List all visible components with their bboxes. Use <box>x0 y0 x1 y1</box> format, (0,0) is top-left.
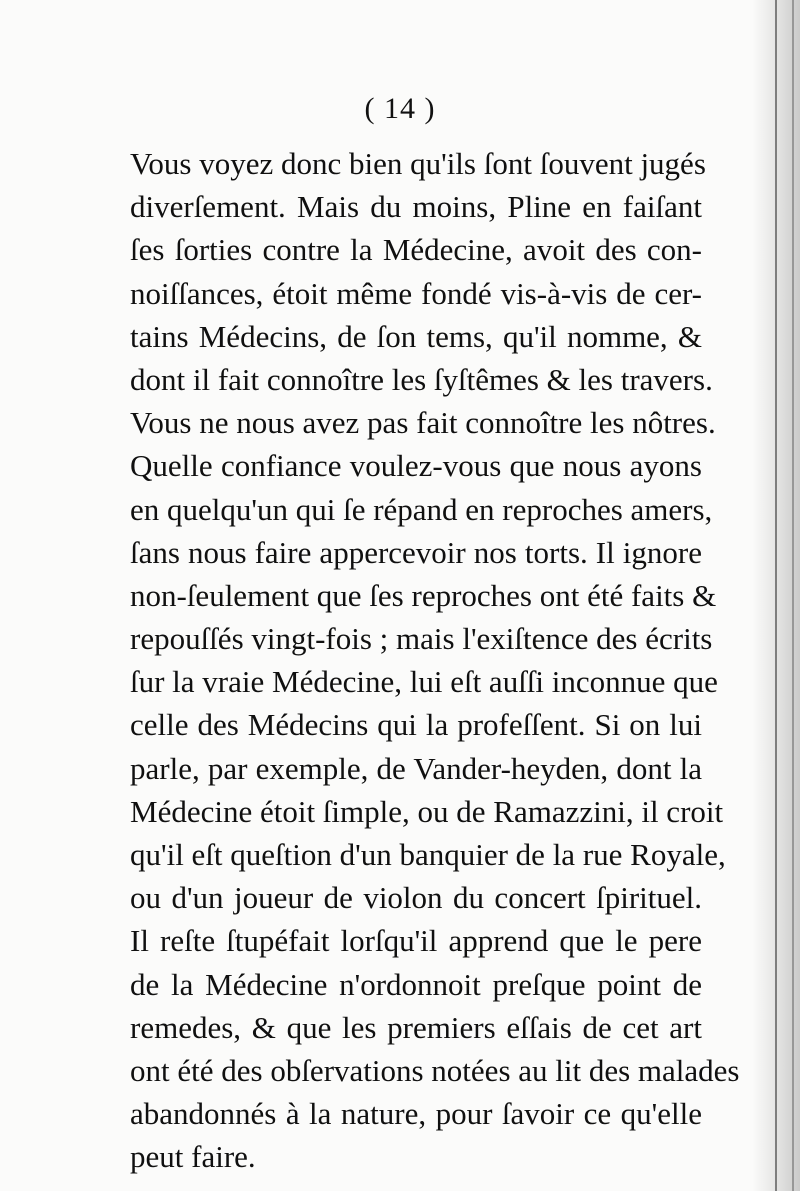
text-line: tains Médecins, de ſon tems, qu'il nomme, & <box>130 318 702 354</box>
text-line: repouſſés vingt-fois ; mais l'exiſtence des écrits <box>130 621 713 657</box>
text-line: peut faire. <box>130 1139 256 1175</box>
text-line: Vous voyez donc bien qu'ils ſont ſouvent jugés <box>130 146 706 181</box>
text-line: ſur la vraie Médecine, lui eſt auſſi inconnue que <box>130 664 718 700</box>
body-text <box>130 142 740 1179</box>
text-line: non-ſeulement que ſes reproches ont été faits & <box>130 577 717 613</box>
text-line: ont été des obſervations notées au lit des malades <box>130 1052 740 1088</box>
text-line: celle des Médecins qui la profeſſent. Si on lui <box>130 707 702 743</box>
text-line: ou d'un joueur de violon du concert ſpirituel. <box>130 880 702 916</box>
text-line: Vous ne nous avez pas fait connoître les nôtres. <box>130 405 716 441</box>
text-line: Il reſte ſtupéfait lorſqu'il apprend que le pere <box>130 923 702 959</box>
text-line: Quelle confiance voulez-vous que nous ayons <box>130 448 702 484</box>
text-line: qu'il eſt queſtion d'un banquier de la rue Royale, <box>130 837 726 872</box>
page-number: ( 14 ) <box>364 92 436 125</box>
page-edge-line <box>775 0 777 1191</box>
text-line: abandonnés à la nature, pour ſavoir ce qu'elle <box>130 1096 702 1132</box>
text-line: dont il fait connoître les ſyſtêmes & les travers. <box>130 361 713 397</box>
text-line: remedes, & que les premiers eſſais de cet art <box>130 1009 702 1045</box>
text-line: Médecine étoit ſimple, ou de Ramazzini, il croit <box>130 793 724 829</box>
text-line: diverſement. Mais du moins, Pline en faiſant <box>130 189 702 225</box>
text-line: ſans nous faire appercevoir nos torts. Il ignore <box>130 534 702 570</box>
text-line: de la Médecine n'ordonnoit preſque point de <box>130 966 702 1002</box>
text-line: noiſſances, étoit même fondé vis-à-vis de cer- <box>130 275 702 311</box>
text-line: parle, par exemple, de Vander-heyden, dont la <box>130 750 702 786</box>
text-line: en quelqu'un qui ſe répand en reproches amers, <box>130 491 713 527</box>
page-edge-line <box>792 0 794 1191</box>
text-line: ſes ſorties contre la Médecine, avoit des con- <box>130 232 702 268</box>
